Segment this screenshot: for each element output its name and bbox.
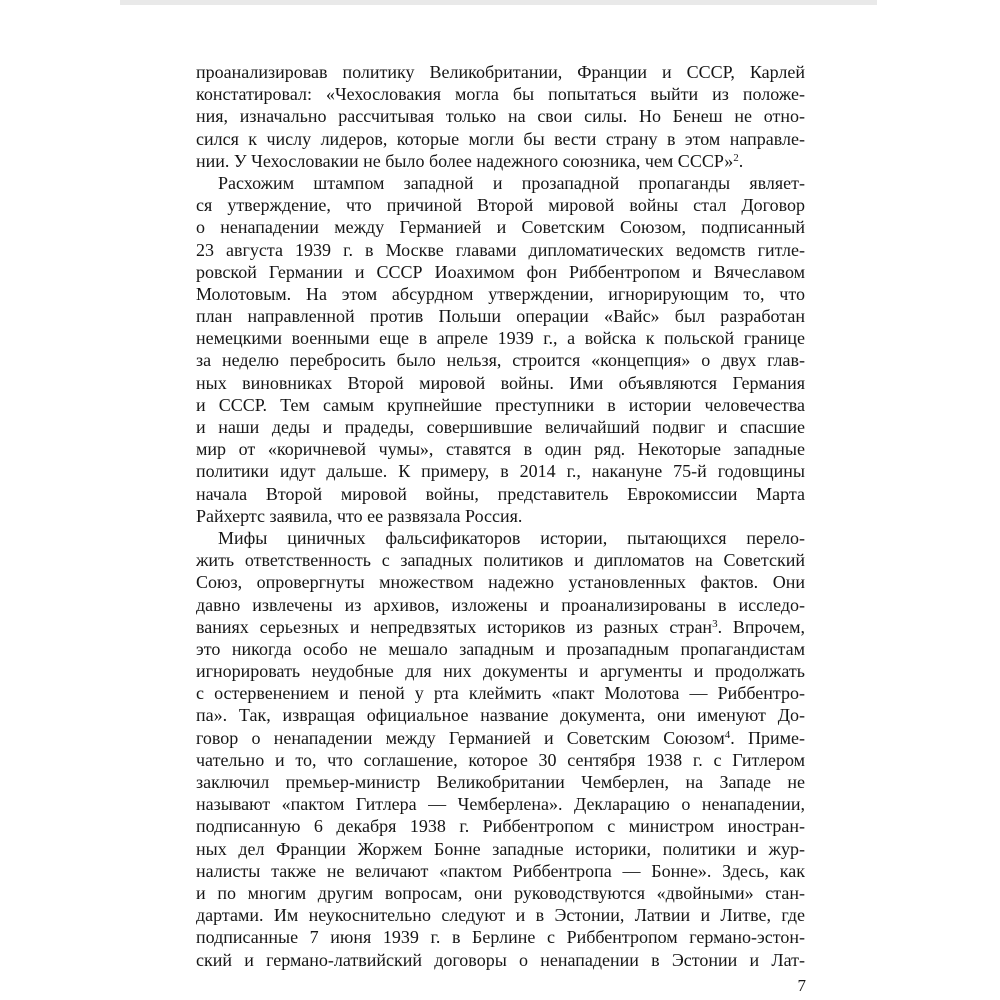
line-text: ных дел Франции Жоржем Бонне западные историки, политики и жур- [196,838,805,859]
text-line [196,704,805,726]
line-text: Молотовым. На этом абсурдном утверждении, игнорирующим то, что [196,283,805,304]
text-line [196,327,805,349]
line-text: ных виновниках Второй мировой войны. Ими объявляются Германия [196,372,805,393]
line-text: Мифы циничных фальсификаторов истории, пытающихся перело- [218,527,805,548]
line-text: ния, изначально рассчитывая только на свои силы. Но Бенеш не отно- [196,106,805,127]
text-line [196,61,805,83]
line-text: и СССР. Тем самым крупнейшие преступники в истории человечества [196,394,805,415]
line-text: это никогда особо не мешало западным и прозападным пропагандистам [196,638,805,659]
line-text: ровской Германии и СССР Иоахимом фон Риббентропом и Вячеславом [196,261,805,282]
line-text: Союз, опровергнуты множеством надежно установленных фактов. Они [196,572,805,593]
text-line [196,372,805,394]
line-text: и по многим другим вопросам, они руководствуются «двойными» стан- [196,882,805,903]
text-line [196,793,805,815]
line-text: налисты также не величают «пактом Риббентропа — Бонне». Здесь, как [196,860,805,881]
line-text: начала Второй мировой войны, представитель Еврокомиссии Марта [196,483,805,504]
text-line [196,305,805,327]
text-line [196,882,805,904]
text-line [196,660,805,682]
page-number: 7 [797,976,806,995]
line-text: чательно и то, что соглашение, которое 30 сентября 1938 г. с Гитлером [196,749,805,770]
text-line [196,616,805,638]
line-text: ся утверждение, что причиной Второй мировой войны стал Договор [196,195,805,216]
line-text: немецкими военными еще в апреле 1939 г., а войска к польской границе [196,328,805,349]
text-line [196,105,805,127]
line-text: Расхожим штампом западной и прозападной пропаганды являет- [218,172,805,193]
line-text: 23 августа 1939 г. в Москве главами дипломатических ведомств гитле- [196,239,805,260]
paragraph [196,527,805,971]
text-line [196,949,805,971]
text-line [196,594,805,616]
text-line [196,860,805,882]
line-text: сился к числу лидеров, которые могли бы вести страну в этом направле- [196,128,805,149]
line-text: называют «пактом Гитлера — Чемберлена». Декларацию о ненападении, [196,794,805,815]
line-text: ский и германо-латвийский договоры о ненападении в Эстонии и Лат- [196,949,805,970]
text-line [196,216,805,238]
page-body-text [196,61,805,971]
text-line [196,771,805,793]
text-line [196,749,805,771]
line-text: мир от «коричневой чумы», ставятся в один ряд. Некоторые западные [196,439,805,460]
line-text: Райхертс заявила, что ее развязала Россия. [196,505,523,526]
text-line [196,239,805,261]
text-line [196,727,805,749]
text-line [196,838,805,860]
text-line [196,904,805,926]
paragraph [196,172,805,527]
line-text: констатировал: «Чехословакия могла бы попытаться выйти из положе- [196,84,805,105]
line-text: заключил премьер-министр Великобритании Чемберлен, на Западе не [196,772,805,792]
line-text: проанализировав политику Великобритании, Франции и СССР, Карлей [196,62,805,82]
text-line [196,194,805,216]
text-line [196,283,805,305]
line-text: о ненападении между Германией и Советским Союзом, подписанный [196,217,805,238]
text-line [196,483,805,505]
line-text: за неделю перебросить было нельзя, строится «концепция» о двух глав- [196,350,805,371]
footnote-marker[interactable]: 2 [733,151,739,164]
footnote-marker[interactable]: 4 [724,728,731,741]
text-line [196,394,805,416]
text-line [196,261,805,283]
line-text: жить ответственность с западных политиков и дипломатов на Советский [196,550,805,571]
line-text: политики идут дальше. К примеру, в 2014 г., накануне 75-й годовщины [196,461,805,482]
line-text: подписанные 7 июня 1939 г. в Берлине с Риббентропом германо-эстон- [196,927,805,948]
text-line [196,438,805,460]
text-line [196,416,805,438]
line-text: дартами. Им неукоснительно следуют и в Эстонии, Латвии и Литве, где [196,905,805,926]
line-text-tail: . Приме- [730,727,805,748]
page-top-edge [120,0,877,5]
footnote-marker[interactable]: 3 [712,617,718,630]
line-text-tail: . Впрочем, [717,616,805,637]
line-text: говор о ненападении между Германией и Советским Союзом [196,727,725,748]
text-line [196,527,805,549]
text-line [196,926,805,948]
text-line [196,505,805,527]
line-text: подписанную 6 декабря 1938 г. Риббентропом с министром иностран- [196,816,805,837]
text-line [196,460,805,482]
line-text: нии. У Чехословакии не было более надежного союзника, чем СССР» [196,150,734,171]
text-line [196,150,805,172]
line-text: и наши деды и прадеды, совершившие величайший подвиг и спасшие [196,417,805,437]
line-text: па». Так, извращая официальное название документа, они именуют До- [196,705,805,726]
text-line [196,815,805,837]
text-line [196,638,805,660]
line-text: игнорировать неудобные для них документы и аргументы и продолжать [196,661,805,682]
text-line [196,349,805,371]
text-line [196,549,805,571]
text-line [196,172,805,194]
line-text: давно извлечены из архивов, изложены и проанализированы в исследо- [196,594,805,615]
text-line [196,83,805,105]
text-line [196,571,805,593]
line-text-tail: . [738,150,744,171]
line-text: с остервенением и пеной у рта клеймить «пакт Молотова — Риббентро- [196,683,805,704]
line-text: ваниях серьезных и непредвзятых историков из разных стран [196,616,713,637]
text-line [196,128,805,150]
paragraph [196,61,805,172]
line-text: план направленной против Польши операции «Вайс» был разработан [196,306,805,327]
text-line [196,682,805,704]
